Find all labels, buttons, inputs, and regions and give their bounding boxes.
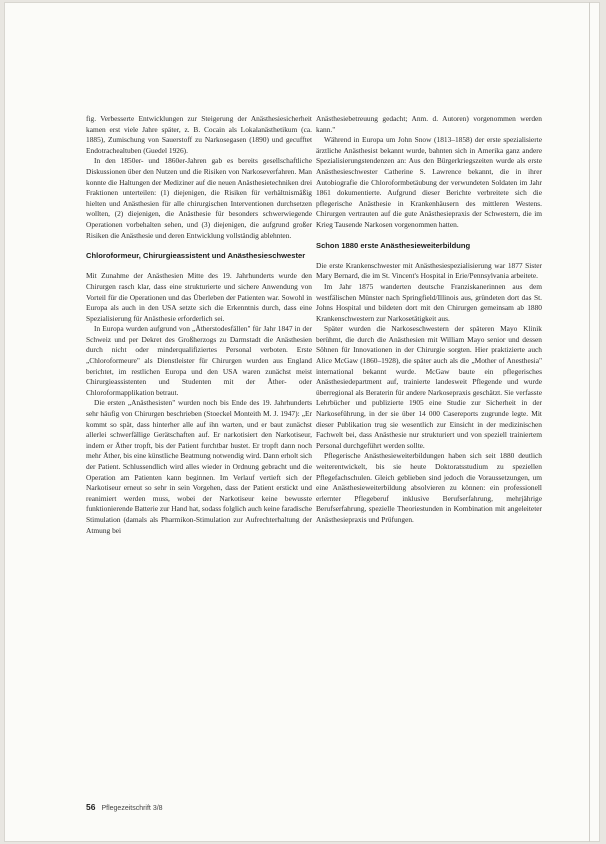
- paragraph: Mit Zunahme der Anästhesien Mitte des 19. Jahrhunderts wurde den Chirurgen rasch klar, dass eine strukturierte und sichere Anwendung von Vorteil für die Operationen und das Überleben der Patienten war. Sowohl in Europa als auch in den USA setzte sich die Erkenntnis durch, dass eine Spezialisierung für Anästhesie erforderlich sei.: [86, 271, 312, 323]
- paragraph: Später wurden die Narkoseschwestern der späteren Mayo Klinik berühmt, die durch die Anästhesien mit William Mayo senior und dessen Söhnen für Innovationen in der Chirurgie sorgten. Hier praktizierte auch Alice McGaw (1860–1928), die später auch als die „Mother of Anesthesia" international bekannt wurde. McGaw baute ein pflegerisches Anästhesiedepartment auf, trainierte landesweit Pflegende und wurde überregional als Beraterin für andere Narkosepraxis geschätzt. Sie verfasste Lehrbücher und publizierte 1905 eine Studie zur Sicherheit in der Narkoseführung, in der sie über 14 000 Casereports zugrunde legte. Mit dieser Publikation trug sie wesentlich zur Einsicht in der medizinischen Fachwelt bei, dass Anästhesie nur strukturiert und von speziell trainiertem Personal durchgeführt werden sollte.: [316, 324, 542, 450]
- magazine-page: [4, 2, 600, 842]
- page-number: 56: [86, 802, 96, 812]
- paragraph: Während in Europa um John Snow (1813–1858) der erste spezialisierte ärztliche Anästhesist bekannt wurde, bahnten sich in Amerika ganz andere Spezialisierungstendenzen an: Aus den Bürgerkriegszeiten wurde als erste Anästhesieschwester Catherine S. Lawrence bekannt, die in ihrer Autobiografie die Chloroformbetäubung der verwundeten Soldaten im Jahr 1861 dokumentierte. Aufgrund dieser Berichte verbreitete sich die pflegerische Anästhesie in Krankenhäusern des mittleren Westens. Chirurgen vertrauten auf die gute Anästhesiepraxis der Schwestern, die im Krieg Tausende Narkosen vorgenommen hatten.: [316, 135, 542, 229]
- paragraph: Im Jahr 1875 wanderten deutsche Franziskanerinnen aus dem westfälischen Münster nach Springfield/Illinois aus, gründeten dort das St. Johns Hospital und bildeten dort mit den Chirurgen gemeinsam ab 1880 Krankenschwestern zur Narkosetätigkeit aus.: [316, 281, 542, 323]
- paragraph: Pflegerische Anästhesieweiterbildungen haben sich seit 1880 deutlich weiterentwickelt, bis sie heute Doktoratsstudium zu speziellen Pflegefachschulen. Gleich geblieben sind jedoch die Voraussetzungen, um eine Anästhesieweiterbildung absolvieren zu können: ein professionell erlernter Pflegeberuf inklusive Berufserfahrung, mehrjährige Berufserfahrung, spezielle Theoriestunden in Kombination mit angeleiteter Anästhesiepraxis und Prüfungen.: [316, 451, 542, 524]
- paragraph: Anästhesiebetreuung gedacht; Anm. d. Autoren) vorgenommen werden kann.": [316, 114, 542, 134]
- paragraph: In den 1850er- und 1860er-Jahren gab es bereits gesellschaftliche Diskussionen über den Nutzen und die Risiken von Narkoseverfahren. Man konnte die Haltungen der Mediziner auf die neuen Anästhesietechniken drei Fraktionen unterteilen: (1) diejenigen, die Risiken für verhältnismäßig hielten und Anästhesien für alle chirurgischen Interventionen durchsetzen wollten, (2) diejenigen, die Anästhesie für besonders schwerwiegende Operationen vorbehalten sehen, und (3) diejenigen, die aufgrund großer Risiken die Anästhesie und deren Entwicklung vollständig ablehnten.: [86, 156, 312, 240]
- paragraph: Die ersten „Anästhesisten" wurden noch bis Ende des 19. Jahrhunderts sehr häufig von Chirurgen beschrieben (Stoeckel Monteith M. J. 1947): „Er kommt so spät, dass hinterher alle auf ihn warten, und er baut zunächst allerlei schwerfällige Gerätschaften auf. Er narkotisiert den Narkotiseur, indem er Äther tropft, bis der Patient furchtbar hustet. Er tropft dann noch mehr Äther, bis eine künstliche Beatmung notwendig wird. Dann erholt sich der Patient. Schlussendlich wird alles wieder in Ordnung gebracht und die Operation am Patienten kann beginnen. Im Verlauf vertieft sich der Narkotiseur erneut so sehr in sein Vorgehen, dass der Patient erstickt und reanimiert werden muss, wobei der Narkotiseur keine bewusste funktionierende Batterie zur Hand hat, sodass folglich auch keine faradische Stimulation (damals als Pharmikon-Stimulation zur Aufrechterhaltung der Atmung bei: [86, 398, 312, 535]
- section-heading: Schon 1880 erste Anästhesieweiterbildung: [316, 240, 471, 250]
- paragraph: fig. Verbesserte Entwicklungen zur Steigerung der Anästhesiesicherheit kamen erst viele Jahre später, z. B. Cocain als Lokalanästhetikum (ca. 1885), Zumischung von Sauerstoff zu Narkosegasen (1890) und gecufftet Endotrachealtuben (Guedel 1926).: [86, 114, 312, 155]
- publication-name: Pflegezeitschrift 3/8: [101, 805, 163, 812]
- page-footer: [86, 802, 163, 812]
- left-column: [86, 114, 312, 536]
- right-column: [316, 114, 542, 526]
- paragraph: In Europa wurden aufgrund von „Ätherstodesfällen" für Jahr 1847 in der Schweiz und per Dekret des Großherzogs zu Darmstadt die Anästhesien durch nicht oder minderqualifiziertes Personal verboten. Erste „Chloroformeure" als Dienstleister für Chirurgen wurden aus England berichtet, im restlichen Europa und den USA waren zunächst meist Chirurgieassistenten und Studenten mit der Äther- oder Chloroformapplikation betraut.: [86, 324, 312, 397]
- section-heading: Chloroformeur, Chirurgieassistent und Anästhesieschwester: [86, 251, 306, 261]
- paragraph: Die erste Krankenschwester mit Anästhesiespezialisierung war 1877 Sister Mary Bernard, die im St. Vincent's Hospital in Erie/Pennsylvania arbeitete.: [316, 260, 542, 281]
